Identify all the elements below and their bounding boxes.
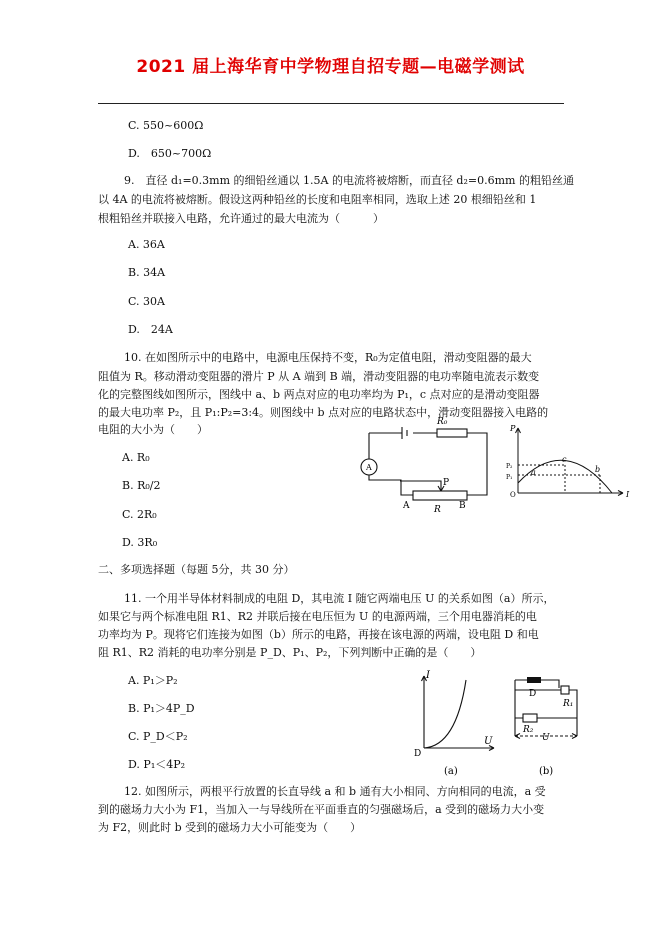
q10-option-c: C. 2R₀: [122, 508, 157, 521]
q12-text-line1: 12. 如图所示，两根平行放置的长直导线 a 和 b 通有大小相同、方向相同的电流，a 受: [124, 785, 546, 798]
q10-circuit-r0-label: R₀: [437, 417, 448, 427]
q9-text-line1: 9. 直径 d₁=0.3mm 的细铅丝通以 1.5A 的电流将被熔断，而直径 d₂=0.6mm 的粗铅丝通: [124, 174, 574, 187]
q9-text-line3: 根粗铅丝并联接入电路，允许通过的最大电流为（ ）: [98, 212, 384, 225]
q9-option-b: B. 34A: [128, 266, 166, 279]
q11-graph-y-label: I: [426, 670, 430, 681]
header-divider: [98, 103, 564, 104]
q10-graph-point-a: a: [531, 468, 536, 477]
q10-text-line3: 化的完整图线如图所示，图线中 a、b 两点对应的电功率均为 P₁，c 点对应的是滑动变阻器: [98, 388, 540, 401]
q10-graph-point-c: c: [562, 455, 567, 464]
q10-graph-p1-label: P₁: [506, 474, 513, 481]
q10-graph-origin-label: O: [510, 491, 516, 499]
q10-circuit-diagram: [355, 417, 495, 515]
q10-text-line4: 的最大电功率 P₂，且 P₁:P₂=3:4。则图线中 b 点对应的电路状态中，滑动变阻器接入电路的: [98, 406, 549, 419]
q11-option-d: D. P₁＜4P₂: [128, 758, 186, 771]
q11-option-b: B. P₁＞4P_D: [128, 702, 195, 715]
q9-text-line2: 以 4A 的电流将被熔断。假设这两种铅丝的长度和电阻率相同，选取上述 20 根细铅丝和 1: [98, 193, 537, 206]
q10-graph-p2-label: P₂: [506, 463, 513, 470]
q9-option-a: A. 36A: [128, 238, 165, 251]
q11-iu-graph: [410, 668, 500, 778]
q10-graph-point-b: b: [595, 465, 601, 474]
q10-text-line1: 10. 在如图所示中的电路中，电源电压保持不变，R₀为定值电阻，滑动变阻器的最大: [124, 351, 532, 364]
q10-graph-x-label: I: [626, 490, 630, 499]
q11-circuit-diagram: [507, 668, 597, 778]
q11-circuit-d-label: D: [529, 689, 537, 699]
q10-option-a: A. R₀: [122, 451, 150, 464]
q8-option-d: D. 650~700Ω: [128, 147, 212, 160]
q10-circuit-r-label: R: [434, 505, 441, 515]
q10-circuit-p-label: P: [443, 478, 450, 488]
q10-option-d: D. 3R₀: [122, 536, 158, 549]
q11-text-line4: 阻 R1、R2 消耗的电功率分别是 P_D、P₁、P₂，下列判断中正确的是（ ）: [98, 646, 482, 659]
q11-circuit-r2-label: R₂: [523, 725, 534, 735]
q11-circuit-caption: (b): [539, 766, 554, 777]
q8-option-c: C. 550~600Ω: [128, 119, 204, 132]
q11-option-a: A. P₁＞P₂: [128, 674, 178, 687]
q9-option-d: D. 24A: [128, 323, 173, 336]
q11-text-line2: 如果它与两个标准电阻 R1、R2 并联后接在电压恒为 U 的电源两端，三个用电器消耗的电: [98, 610, 537, 623]
q10-circuit-a-label: A: [403, 501, 410, 511]
q10-option-b: B. R₀/2: [122, 479, 161, 492]
q11-option-c: C. P_D＜P₂: [128, 730, 188, 743]
q12-text-line3: 为 F2，则此时 b 受到的磁场力大小可能变为（ ）: [98, 821, 362, 834]
q11-diode-resistor: [527, 677, 541, 683]
q10-text-line5: 电阻的大小为（ ）: [98, 423, 208, 436]
q11-text-line3: 功率均为 P。现将它们连接为如图（b）所示的电路，再接在该电源的两端，设电阻 D 和电: [98, 628, 539, 641]
q10-graph-y-label: P: [510, 424, 516, 433]
q11-graph-origin-label: D: [414, 749, 422, 759]
q10-power-graph: [503, 423, 633, 508]
q9-option-c: C. 30A: [128, 295, 165, 308]
q10-circuit-b-label: B: [459, 501, 466, 511]
section-heading-multiple-choice: 二、多项选择题（每题 5分，共 30 分）: [98, 563, 295, 576]
q11-circuit-r1-label: R₁: [563, 699, 574, 709]
q10-circuit-ammeter-label: A: [366, 463, 372, 472]
q11-circuit-u-label: U: [542, 733, 550, 743]
q11-text-line1: 11. 一个用半导体材料制成的电阻 D，其电流 I 随它两端电压 U 的关系如图（a）所示，: [124, 592, 555, 605]
q10-text-line2: 阻值为 R。移动滑动变阻器的滑片 P 从 A 端到 B 端，滑动变阻器的电功率随电流表示数变: [98, 370, 540, 383]
page-title: 2021 届上海华育中学物理自招专题—电磁学测试: [136, 57, 525, 77]
q11-graph-x-label: U: [484, 736, 493, 747]
q11-graph-caption: (a): [444, 766, 458, 777]
q12-text-line2: 到的磁场力大小为 F1，当加入一与导线所在平面垂直的匀强磁场后，a 受到的磁场力大小变: [98, 803, 545, 816]
